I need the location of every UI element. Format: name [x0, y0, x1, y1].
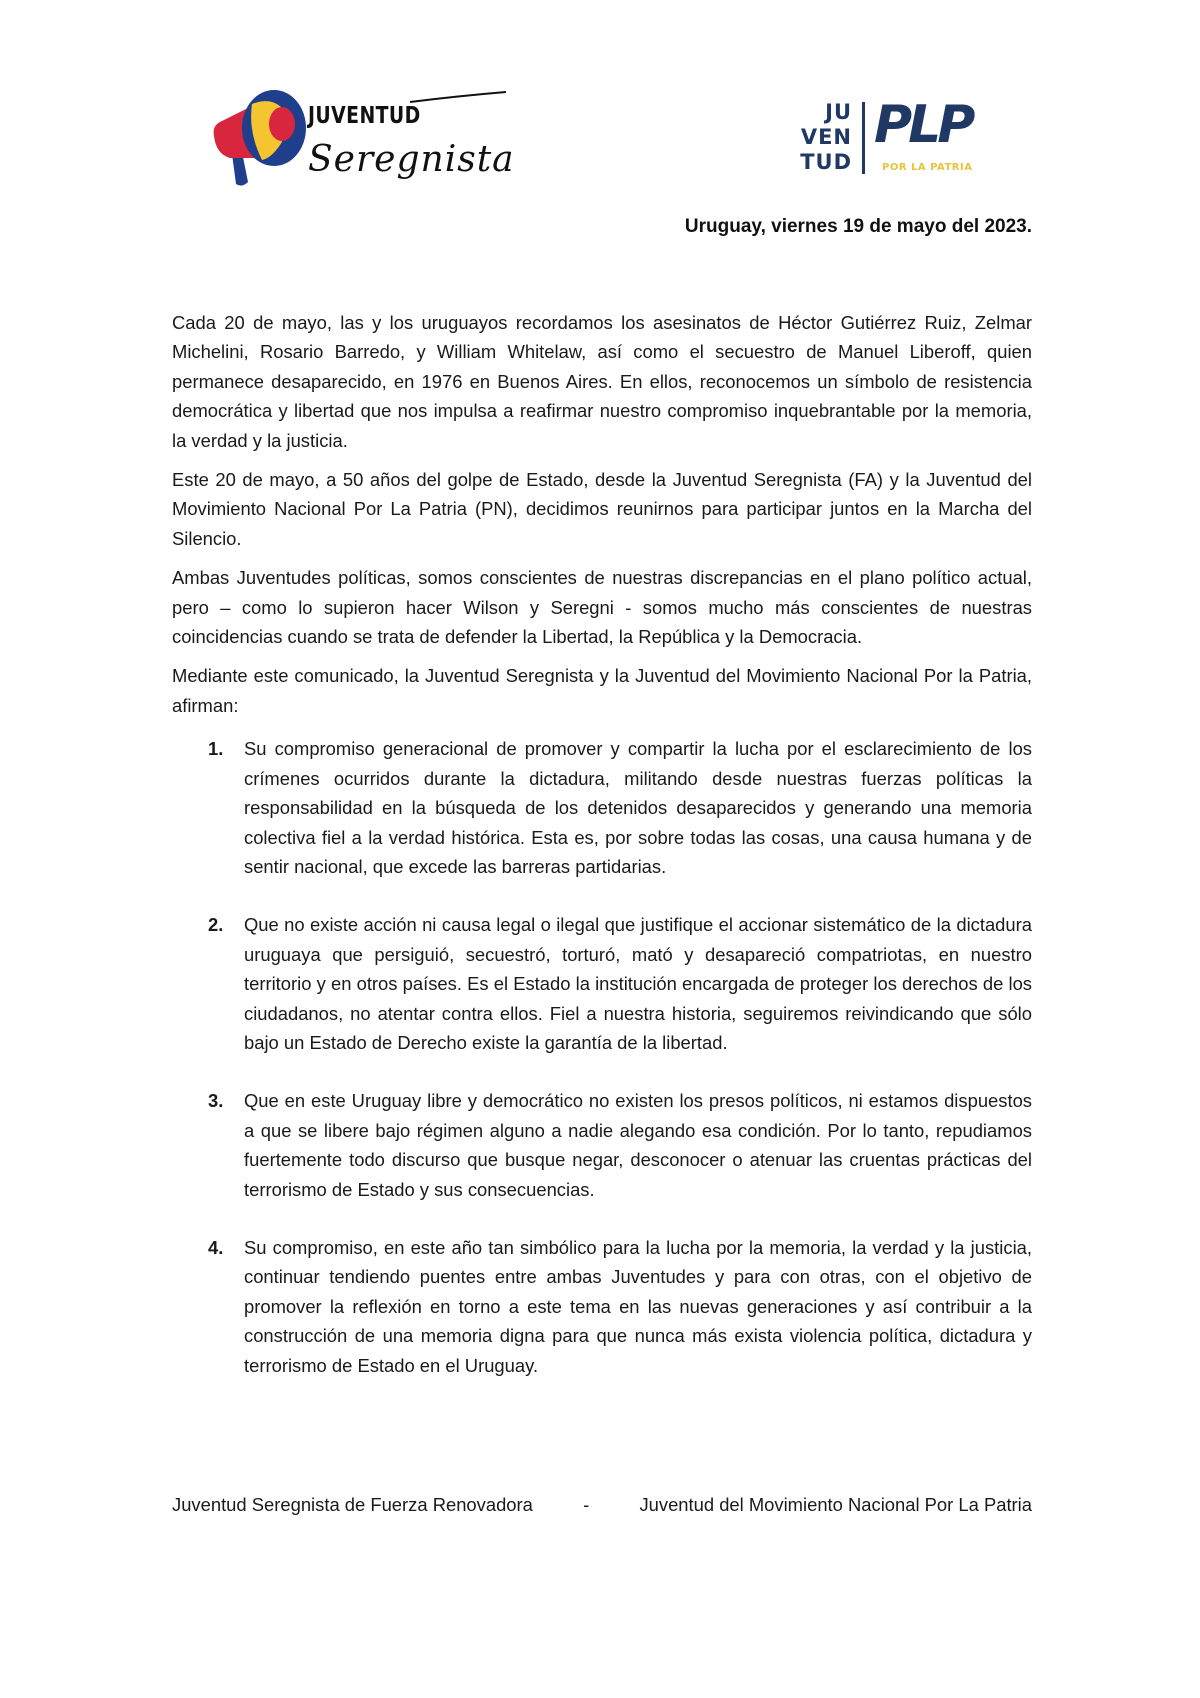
juventud-plp-logo [790, 95, 1000, 184]
paragraph: Cada 20 de mayo, las y los uruguayos recordamos los asesinatos de Héctor Gutiérrez Ruiz, Zelmar Michelini, Rosario Barredo, y William Whitelaw, así como el secuestro de Manuel Liberoff, quien permanece desaparecido, en 1976 en Buenos Aires. En ellos, reconocemos un símbolo de resistencia democrática y libertad que nos impulsa a reafirmar nuestro compromiso inquebrantable por la memoria, la verdad y la justicia. [172, 312, 1032, 451]
list-item [172, 1086, 1032, 1204]
signature-separator: - [583, 1494, 590, 1515]
signature-left: Juventud Seregnista de Fuerza Renovadora [172, 1494, 533, 1515]
logo-divider [862, 102, 865, 174]
list-item [172, 1233, 1032, 1380]
affirmations-list [172, 734, 1032, 1380]
signature-footer [172, 1494, 1032, 1516]
juventud-stack [790, 100, 852, 175]
list-text: Que en este Uruguay libre y democrático no existen los presos políticos, ni estamos dispuestos a que se libere bajo régimen alguno a nadie alegando esa condición. Por lo tanto, repudiamos fuertemente todo discurso que busque negar, desconocer o atenuar las cruentas prácticas del terrorismo de Estado y sus consecuencias. [244, 1090, 1032, 1200]
stack-line: JU [825, 100, 852, 124]
document-body [172, 308, 1032, 1409]
stack-line: VEN [800, 125, 852, 149]
stack-line: TUD [800, 150, 852, 174]
list-item [172, 910, 1032, 1057]
logo-script: Seregnista [308, 139, 515, 180]
list-text: Su compromiso, en este año tan simbólico para la lucha por la memoria, la verdad y la justicia, continuar tendiendo puentes entre ambas Juventudes y para con otras, con el objetivo de promover la reflexión en torno a este tema en las nuevas generaciones y así contribuir a la construcción de una memoria digna para que nunca más exista violencia política, dictadura y terrorismo de Estado en el Uruguay. [244, 1236, 1032, 1376]
list-number: 4. [208, 1236, 224, 1258]
signature-right: Juventud del Movimiento Nacional Por La Patria [639, 1494, 1032, 1515]
plp-mark: PLP [874, 95, 972, 155]
list-number: 1. [208, 738, 224, 760]
plp-subtitle: POR LA PATRIA [882, 162, 973, 173]
megaphone-icon [212, 86, 308, 190]
list-number: 2. [208, 914, 224, 936]
list-number: 3. [208, 1090, 224, 1112]
list-text: Que no existe acción ni causa legal o ilegal que justifique el accionar sistemático de la dictadura uruguaya que persiguió, secuestró, torturó, mató y desapareció compatriotas, en nuestro territorio y en otros países. Es el Estado la institución encargada de proteger los derechos de los ciudadanos, no atentar contra ellos. Fiel a nuestra historia, seguiremos reivindicando que sólo bajo un Estado de Derecho existe la garantía de la libertad. [244, 914, 1032, 1053]
logo-title: JUVENTUD [308, 103, 421, 129]
date-line: Uruguay, viernes 19 de mayo del 2023. [684, 216, 1032, 237]
paragraph: Mediante este comunicado, la Juventud Seregnista y la Juventud del Movimiento Nacional Por la Patria, afirman: [172, 665, 1032, 716]
paragraph: Ambas Juventudes políticas, somos conscientes de nuestras discrepancias en el plano político actual, pero – como lo supieron hacer Wilson y Seregni - somos mucho más conscientes de nuestras coincidencias cuando se trata de defender la Libertad, la República y la Democracia. [172, 567, 1032, 648]
list-item [172, 734, 1032, 881]
juventud-seregnista-logo [212, 80, 515, 200]
swash-decoration [408, 90, 508, 104]
list-text: Su compromiso generacional de promover y compartir la lucha por el esclarecimiento de los crímenes ocurridos durante la dictadura, militando desde nuestras fuerzas políticas la responsabilidad en la búsqueda de los detenidos desaparecidos y generando una memoria colectiva fiel a la verdad histórica. Esta es, por sobre todas las cosas, una causa humana y de sentir nacional, que excede las barreras partidarias. [244, 738, 1032, 877]
paragraph: Este 20 de mayo, a 50 años del golpe de Estado, desde la Juventud Seregnista (FA) y la Juventud del Movimiento Nacional Por La Patria (PN), decidimos reunirnos para participar juntos en la Marcha del Silencio. [172, 469, 1032, 549]
